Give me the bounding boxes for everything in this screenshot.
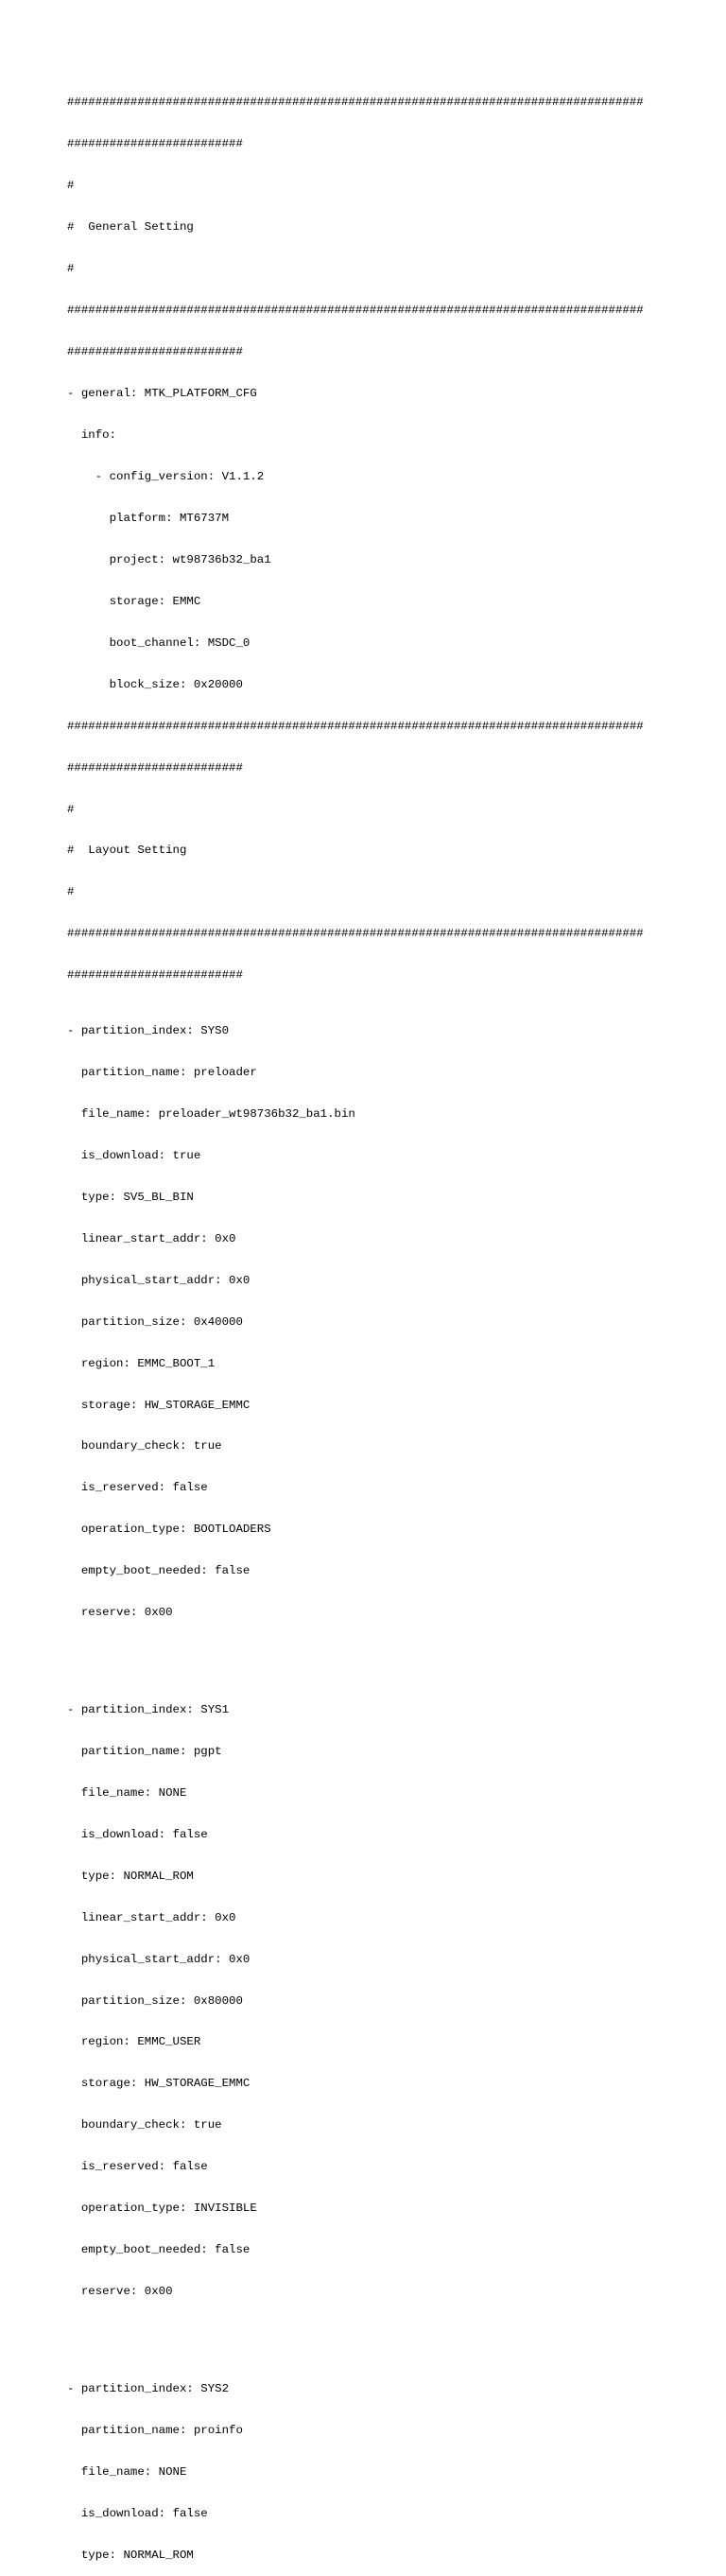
comment-line: #: [67, 179, 75, 193]
operation-type: operation_type: INVISIBLE: [67, 2202, 257, 2216]
partition-index: - partition_index: SYS0: [67, 1023, 230, 1037]
physical-start-addr: physical_start_addr: 0x0: [67, 1952, 251, 1966]
region: region: EMMC_USER: [67, 2035, 201, 2049]
partition-type: type: NORMAL_ROM: [67, 1869, 194, 1883]
file-name: file_name: NONE: [67, 1785, 187, 1800]
partition-type: type: SV5_BL_BIN: [67, 1190, 194, 1204]
partition-name: partition_name: pgpt: [67, 1744, 222, 1758]
boundary-check: boundary_check: true: [67, 2118, 222, 2132]
linear-start-addr: linear_start_addr: 0x0: [67, 1910, 236, 1924]
document-text: [67, 68, 672, 2576]
storage: storage: EMMC: [67, 594, 201, 608]
file-name: file_name: preloader_wt98736b32_ba1.bin: [67, 1106, 355, 1121]
operation-type: operation_type: BOOTLOADERS: [67, 1523, 271, 1537]
info-key: info:: [67, 427, 117, 442]
banner-hash-line: ##################################################################################: [67, 719, 644, 733]
file-name: file_name: NONE: [67, 2464, 187, 2479]
comment-line: #: [67, 885, 75, 899]
banner-hash-line: ##################################################################################: [67, 96, 644, 110]
partition-storage: storage: HW_STORAGE_EMMC: [67, 1398, 251, 1412]
banner-hash-line: ##################################################################################: [67, 304, 644, 318]
empty-boot-needed: empty_boot_needed: false: [67, 2243, 251, 2257]
section-heading-general-setting: # General Setting: [67, 220, 194, 235]
partition-index: - partition_index: SYS2: [67, 2381, 230, 2395]
banner-hash-line: #########################: [67, 137, 243, 151]
boundary-check: boundary_check: true: [67, 1439, 222, 1453]
comment-line: #: [67, 262, 75, 276]
banner-hash-line: #########################: [67, 968, 243, 983]
project: project: wt98736b32_ba1: [67, 552, 271, 566]
blank-line: [67, 1647, 672, 1662]
banner-hash-line: #########################: [67, 760, 243, 775]
platform: platform: MT6737M: [67, 511, 230, 525]
banner-hash-line: #########################: [67, 345, 243, 359]
section-heading-layout-setting: # Layout Setting: [67, 844, 187, 858]
linear-start-addr: linear_start_addr: 0x0: [67, 1231, 236, 1245]
boot-channel: boot_channel: MSDC_0: [67, 635, 251, 650]
partition-storage: storage: HW_STORAGE_EMMC: [67, 2077, 251, 2091]
partition-name: partition_name: preloader: [67, 1065, 257, 1079]
partition-type: type: NORMAL_ROM: [67, 2548, 194, 2562]
comment-line: #: [67, 802, 75, 816]
reserve: reserve: 0x00: [67, 1606, 173, 1620]
partition-size: partition_size: 0x80000: [67, 1993, 243, 2008]
is-download: is_download: false: [67, 1827, 208, 1841]
blank-line: [67, 2326, 672, 2341]
is-download: is_download: false: [67, 2506, 208, 2520]
general-entry: - general: MTK_PLATFORM_CFG: [67, 386, 257, 400]
is-download: is_download: true: [67, 1148, 201, 1162]
reserve: reserve: 0x00: [67, 2285, 173, 2299]
physical-start-addr: physical_start_addr: 0x0: [67, 1273, 251, 1287]
empty-boot-needed: empty_boot_needed: false: [67, 1564, 251, 1578]
partition-size: partition_size: 0x40000: [67, 1314, 243, 1329]
region: region: EMMC_BOOT_1: [67, 1356, 216, 1370]
partition-name: partition_name: proinfo: [67, 2423, 243, 2437]
banner-hash-line: ##################################################################################: [67, 927, 644, 941]
partition-index: - partition_index: SYS1: [67, 1702, 230, 1716]
is-reserved: is_reserved: false: [67, 2160, 208, 2174]
block-size: block_size: 0x20000: [67, 677, 243, 691]
config-version: - config_version: V1.1.2: [67, 469, 265, 483]
is-reserved: is_reserved: false: [67, 1481, 208, 1495]
